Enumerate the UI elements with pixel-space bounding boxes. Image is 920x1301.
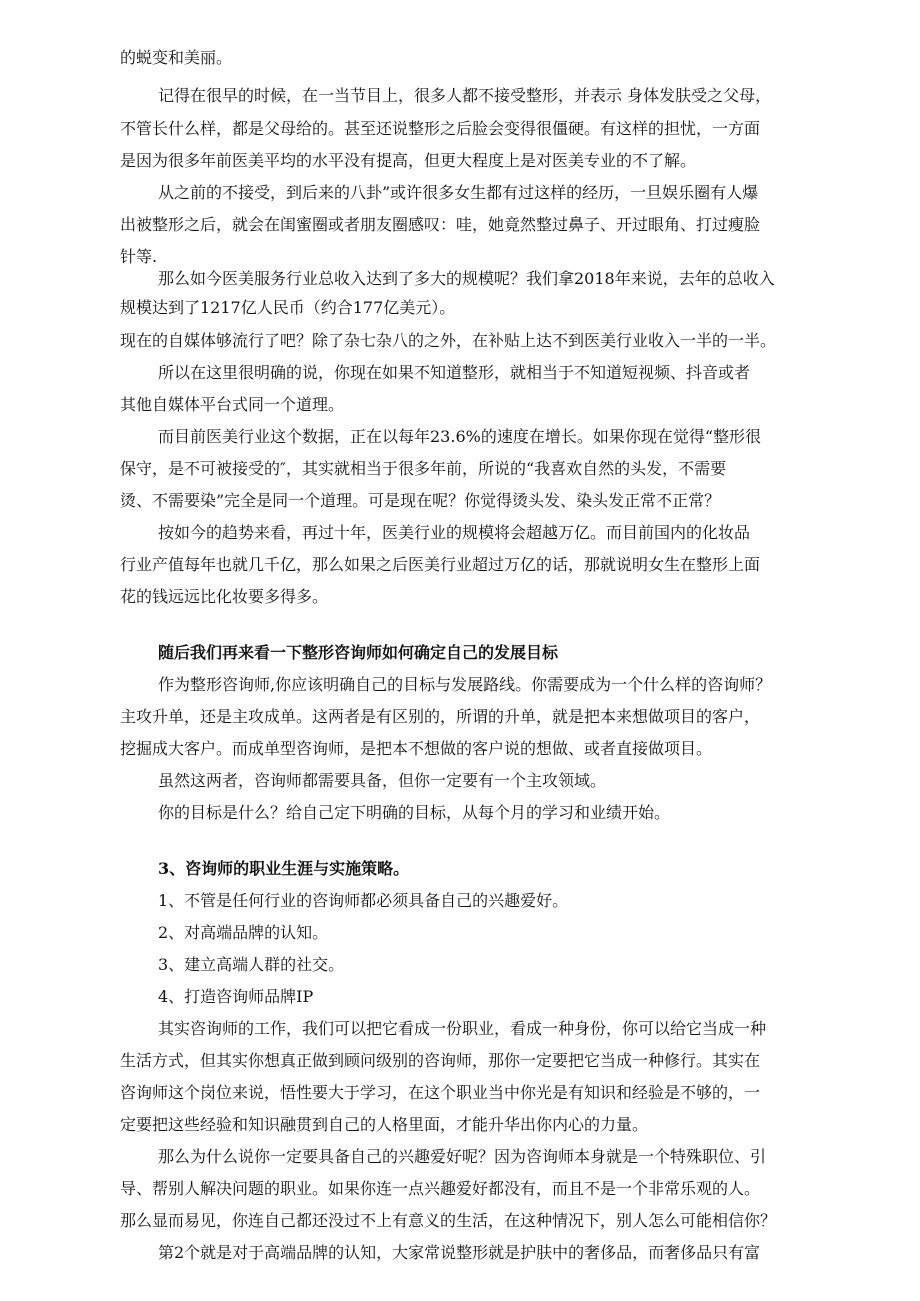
text-line: 那么显而易见，你连自己都还没过不上有意义的生活，在这种情况下，别人怎么可能相信你？ xyxy=(120,1211,777,1230)
paragraph-line: 所以在这里很明确的说，你现在如果不知道整形，就相当于不知道短视频、抖音或者 xyxy=(158,363,751,382)
text-line: 其他自媒体平台式同一个道理。 xyxy=(120,395,345,414)
paragraph-line: 按如今的趋势来看，再过十年，医美行业的规模将会超越万亿。而目前国内的化妆品 xyxy=(158,523,751,542)
section-heading: 随后我们再来看一下整形咨询师如何确定自己的发展目标 xyxy=(158,643,559,662)
text-line: 行业产值每年也就几千亿，那么如果之后医美行业超过万亿的话，那就说明女生在整形上面 xyxy=(120,555,761,574)
paragraph-line: 虽然这两者，咨询师都需要具备，但你一定要有一个主攻领域。 xyxy=(158,771,607,790)
text-line: 的蜕变和美丽。 xyxy=(120,48,233,67)
list-item: 1、不管是任何行业的咨询师都必须具备自己的兴趣爱好。 xyxy=(158,891,569,910)
text-line: 生活方式，但其实你想真正做到顾问级别的咨询师，那你一定要把它当成一种修行。其实在 xyxy=(120,1051,761,1070)
text-line: 现在的自媒体够流行了吧？除了杂七杂八的之外，在补贴上达不到医美行业收入一半的一半。 xyxy=(120,331,777,350)
paragraph-line: 记得在很早的时候，在一当节目上，很多人都不接受整形，并表示 身体发肤受之父母， xyxy=(158,86,772,105)
text-line: 不管长什么样，都是父母给的。甚至还说整形之后脸会变得很僵硬。有这样的担忧，一方面 xyxy=(120,119,761,138)
paragraph-line: 第2个就是对于高端品牌的认知，大家常说整形就是护肤中的奢侈品，而奢侈品只有富 xyxy=(158,1243,761,1262)
paragraph-line: 你的目标是什么？给自己定下明确的目标，从每个月的学习和业绩开始。 xyxy=(158,803,671,822)
section-heading: 3、咨询师的职业生涯与实施策略。 xyxy=(158,859,410,878)
list-item: 3、建立高端人群的社交。 xyxy=(158,955,345,974)
text-line: 烫、不需要染”完全是同一个道理。可是现在呢？你觉得烫头发、染头发正常不正常？ xyxy=(120,491,721,510)
text-line: 针等. xyxy=(120,247,158,266)
text-line: 规模达到了1217亿人民币（约合177亿美元）。 xyxy=(120,298,456,317)
text-line: 咨询师这个岗位来说，悟性要大于学习，在这个职业当中你光是有知识和经验是不够的，一 xyxy=(120,1083,761,1102)
paragraph-line: 那么如今医美服务行业总收入达到了多大的规模呢？我们拿2018年来说，去年的总收入 xyxy=(158,269,775,288)
text-line: 花的钱远远比化妆要多得多。 xyxy=(120,587,329,606)
text-line: 定要把这些经验和知识融贯到自己的人格里面，才能升华出你内心的力量。 xyxy=(120,1115,649,1134)
paragraph-line: 其实咨询师的工作，我们可以把它看成一份职业，看成一种身份，你可以给它当成一种 xyxy=(158,1019,767,1038)
paragraph-line: 那么为什么说你一定要具备自己的兴趣爱好呢？因为咨询师本身就是一个特殊职位、引 xyxy=(158,1147,767,1166)
text-line: 是因为很多年前医美平均的水平没有提高，但更大程度上是对医美专业的不了解。 xyxy=(120,151,697,170)
text-line: 出被整形之后，就会在闺蜜圈或者朋友圈感叹：哇，她竟然整过鼻子、开过眼角、打过瘦脸 xyxy=(120,215,761,234)
text-line: 主攻升单，还是主攻成单。这两者是有区别的，所谓的升单，就是把本来想做项目的客户， xyxy=(120,707,761,726)
paragraph-line: 作为整形咨询师,你应该明确自己的目标与发展路线。你需要成为一个什么样的咨询师？ xyxy=(158,675,772,694)
text-line: 挖掘成大客户。而成单型咨询师，是把本不想做的客户说的想做、或者直接做项目。 xyxy=(120,739,713,758)
paragraph-line: 而目前医美行业这个数据，正在以每年23.6%的速度在增长。如果你现在觉得“整形很 xyxy=(158,427,762,446)
list-item: 4、打造咨询师品牌IP xyxy=(158,987,314,1006)
list-item: 2、对高端品牌的认知。 xyxy=(158,923,329,942)
text-line: 导、帮别人解决问题的职业。如果你连一点兴趣爱好都没有，而且不是一个非常乐观的人。 xyxy=(120,1179,761,1198)
text-line: 保守，是不可被接受的″，其实就相当于很多年前，所说的“我喜欢自然的头发，不需要 xyxy=(120,459,727,478)
paragraph-line: 从之前的不接受，到后来的八卦”或许很多女生都有过这样的经历，一旦娱乐圈有人爆 xyxy=(158,183,759,202)
